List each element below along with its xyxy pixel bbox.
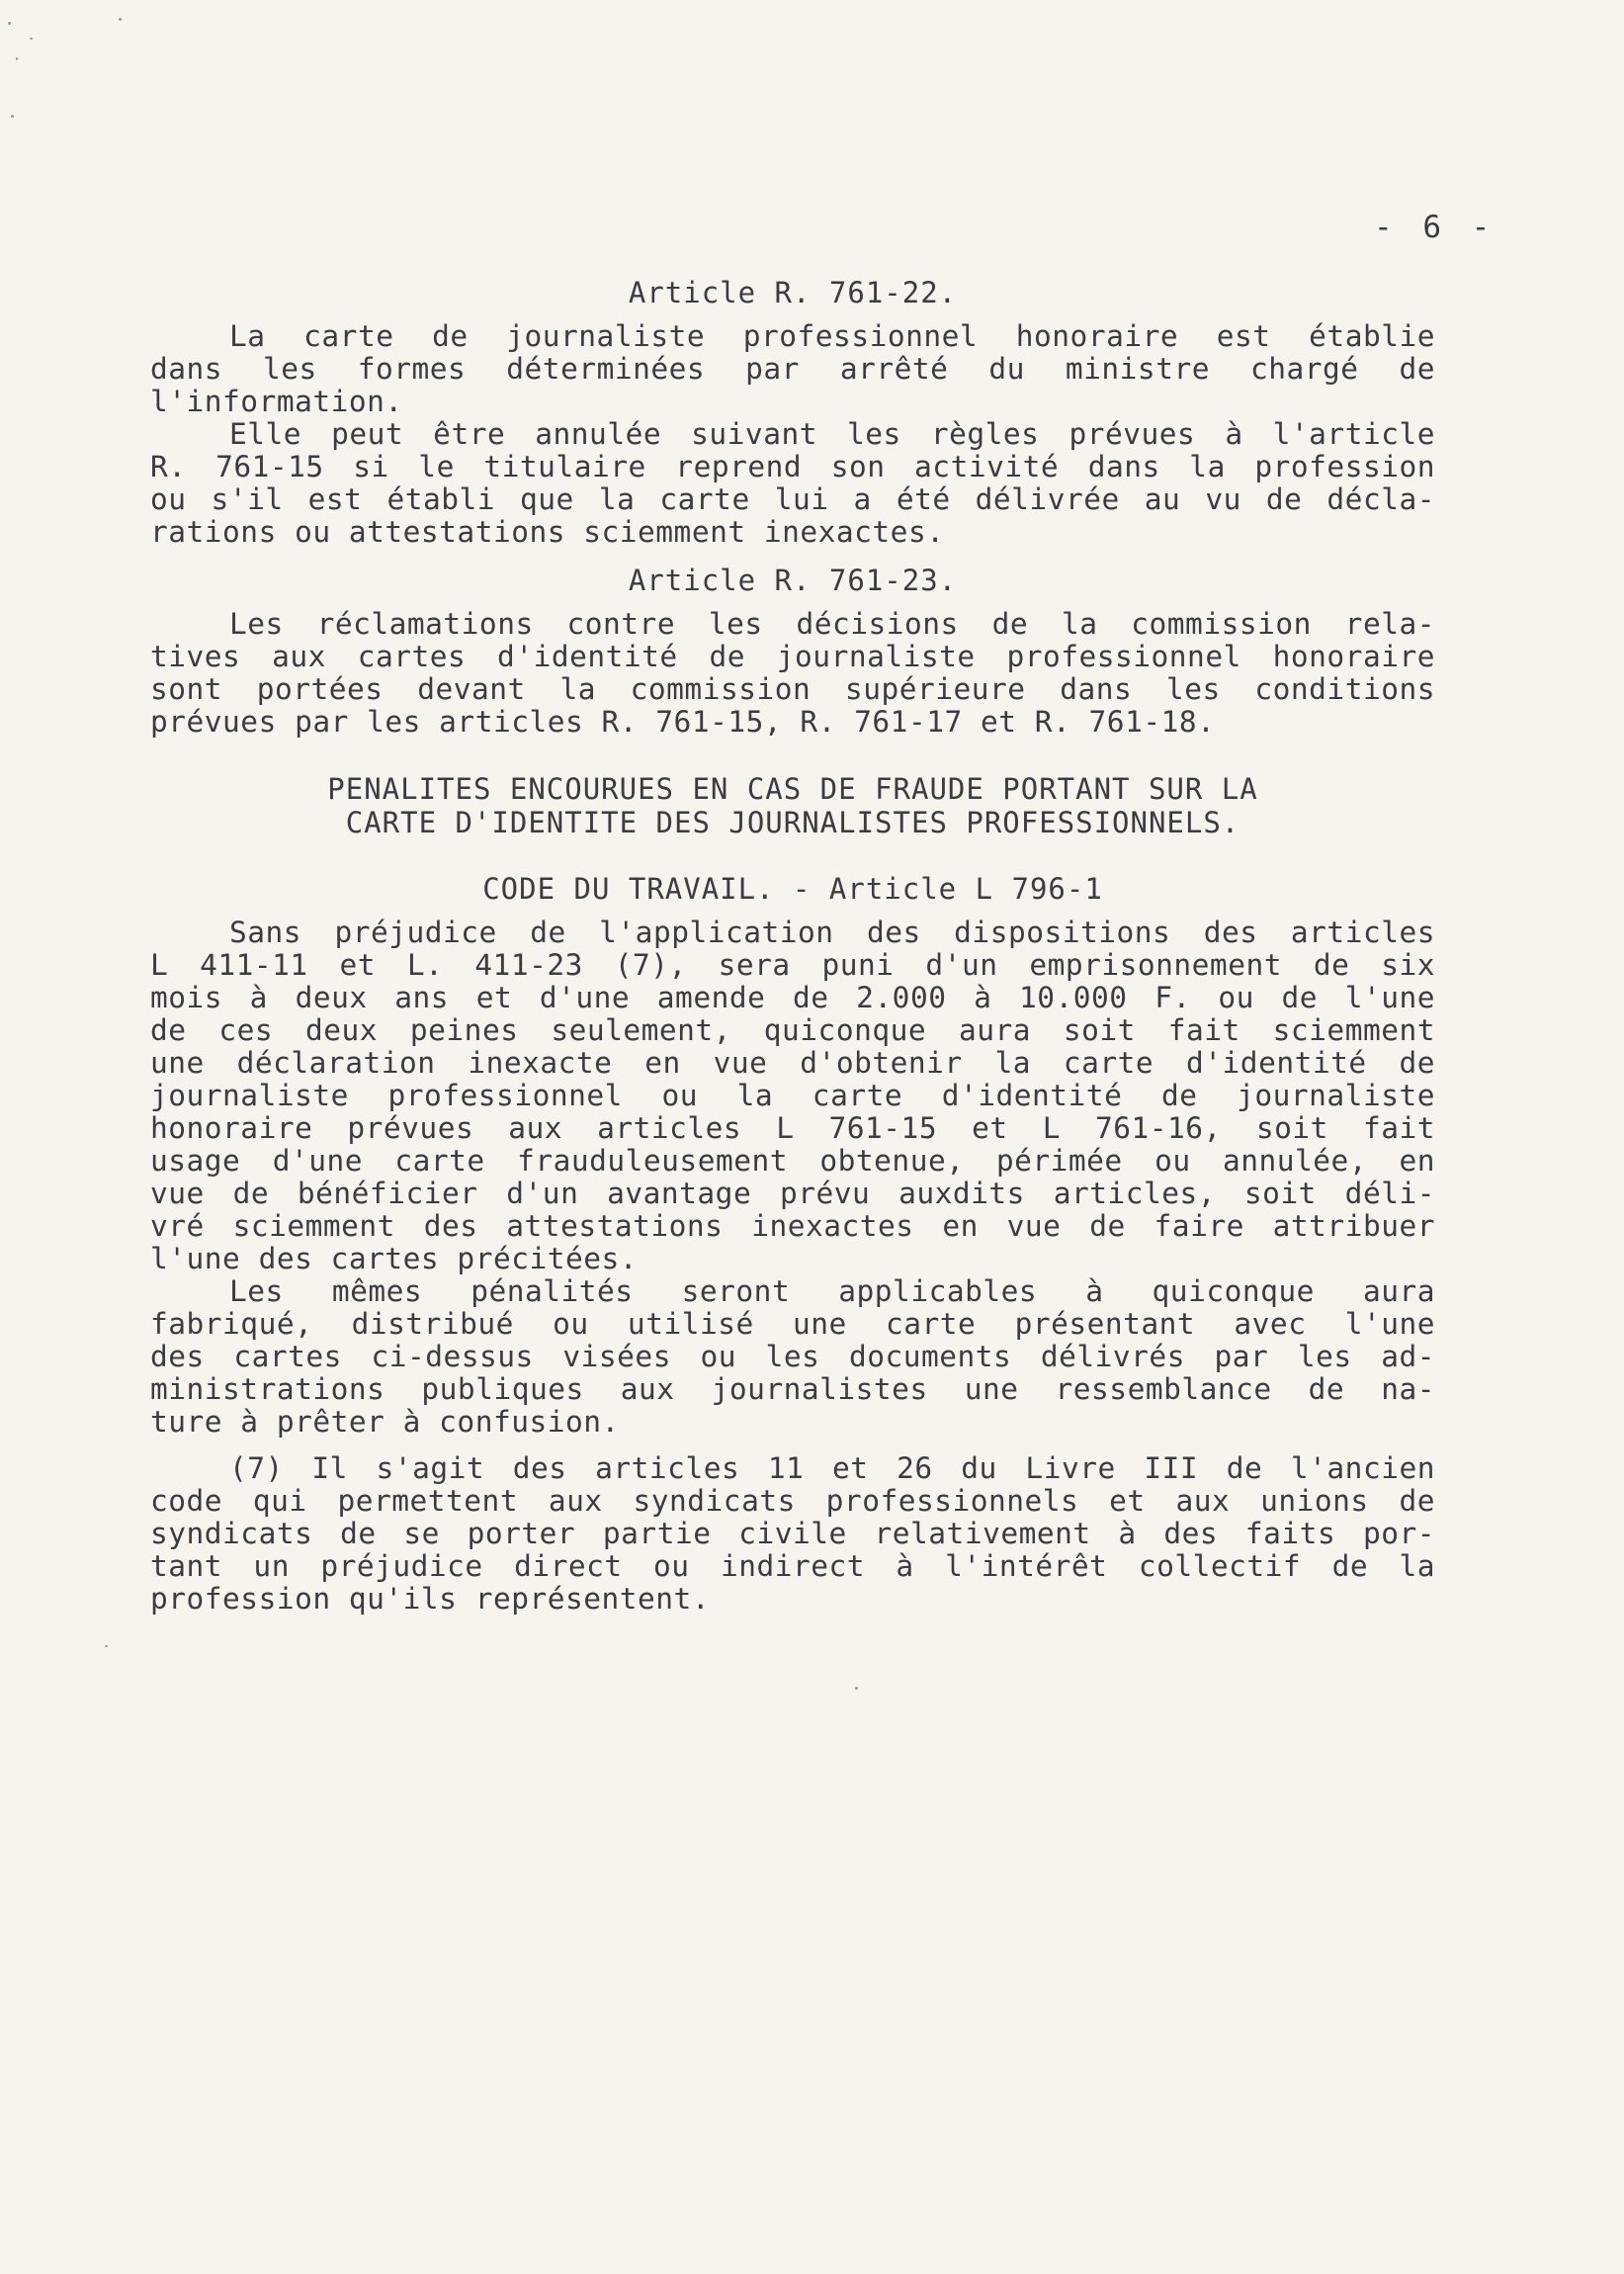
text-line: prévues par les articles R. 761-15, R. 761-17 et R. 761-18. (150, 705, 1216, 739)
text-line: fabriqué, distribué ou utilisé une carte présentant avec l'une (150, 1307, 1435, 1341)
paper-speck (16, 57, 18, 60)
code-du-travail-heading: CODE DU TRAVAIL. - Article L 796-1 (482, 872, 1103, 906)
text-line: (7) Il s'agit des articles 11 et 26 du Livre III de l'ancien (229, 1451, 1435, 1485)
document-body (150, 275, 1435, 1616)
text-line: Les mêmes pénalités seront applicables à quiconque aura (229, 1274, 1435, 1308)
paper-speck (11, 115, 14, 118)
article-22-paragraph-2 (150, 418, 1435, 549)
penalties-paragraph-1 (150, 917, 1435, 1275)
text-line: mois à deux ans et d'une amende de 2.000 à 10.000 F. ou de l'une (150, 981, 1435, 1014)
text-line: journaliste professionnel ou la carte d'identité de journaliste (150, 1079, 1435, 1112)
text-line: une déclaration inexacte en vue d'obtenir la carte d'identité de (150, 1046, 1435, 1080)
text-line: rations ou attestations sciemment inexactes. (150, 515, 945, 549)
text-line: code qui permettent aux syndicats professionnels et aux unions de (150, 1484, 1435, 1518)
text-line: ou s'il est établi que la carte lui a été délivrée au vu de décla- (150, 482, 1435, 516)
text-line: l'information. (150, 385, 403, 418)
article-heading-r761-22: Article R. 761-22. (628, 276, 958, 309)
paper-speck (8, 22, 11, 25)
text-line: dans les formes déterminées par arrêté du ministre chargé de (150, 352, 1435, 386)
text-line: R. 761-15 si le titulaire reprend son activité dans la profession (150, 450, 1435, 483)
penalties-title-line: PENALITES ENCOURUES EN CAS DE FRAUDE PORTANT SUR LA (327, 772, 1258, 806)
text-line: vue de bénéficier d'un avantage prévu auxdits articles, soit déli- (150, 1177, 1435, 1210)
penalties-title (150, 772, 1435, 839)
article-22-paragraph-1 (150, 320, 1435, 418)
paper-speck (30, 38, 33, 40)
penalties-paragraph-2 (150, 1275, 1435, 1439)
text-line: profession qu'ils représentent. (150, 1582, 711, 1616)
text-line: ministrations publiques aux journalistes une ressemblance de na- (150, 1372, 1435, 1406)
text-line: ture à prêter à confusion. (150, 1405, 620, 1439)
text-line: Sans préjudice de l'application des dispositions des articles (229, 916, 1435, 949)
text-line: Les réclamations contre les décisions de la commission rela- (229, 607, 1435, 641)
text-line: usage d'une carte frauduleusement obtenue, périmée ou annulée, en (150, 1144, 1435, 1178)
text-line: Elle peut être annulée suivant les règles prévues à l'article (229, 417, 1435, 451)
text-line: syndicats de se porter partie civile relativement à des faits por- (150, 1517, 1435, 1550)
paper-speck (855, 1687, 858, 1690)
text-line: vré sciemment des attestations inexactes en vue de faire attribuer (150, 1209, 1435, 1243)
paper-speck (105, 1645, 108, 1647)
text-line: tant un préjudice direct ou indirect à l'intérêt collectif de la (150, 1549, 1435, 1583)
text-line: L 411-11 et L. 411-23 (7), sera puni d'un emprisonnement de six (150, 948, 1435, 982)
penalties-title-line: CARTE D'IDENTITE DES JOURNALISTES PROFESSIONNELS. (345, 806, 1240, 839)
page-number: - 6 - (1374, 210, 1496, 245)
article-23-paragraph-1 (150, 608, 1435, 739)
text-line: des cartes ci-dessus visées ou les documents délivrés par les ad- (150, 1340, 1435, 1373)
text-line: de ces deux peines seulement, quiconque aura soit fait sciemment (150, 1013, 1435, 1047)
text-line: sont portées devant la commission supérieure dans les conditions (150, 672, 1435, 706)
paper-speck (119, 18, 122, 21)
text-line: tives aux cartes d'identité de journaliste professionnel honoraire (150, 640, 1435, 673)
footnote-7 (150, 1452, 1435, 1616)
article-heading-r761-23: Article R. 761-23. (628, 564, 958, 597)
text-line: La carte de journaliste professionnel honoraire est établie (229, 319, 1435, 353)
text-line: l'une des cartes précitées. (150, 1242, 639, 1275)
text-line: honoraire prévues aux articles L 761-15 et L 761-16, soit fait (150, 1111, 1435, 1145)
